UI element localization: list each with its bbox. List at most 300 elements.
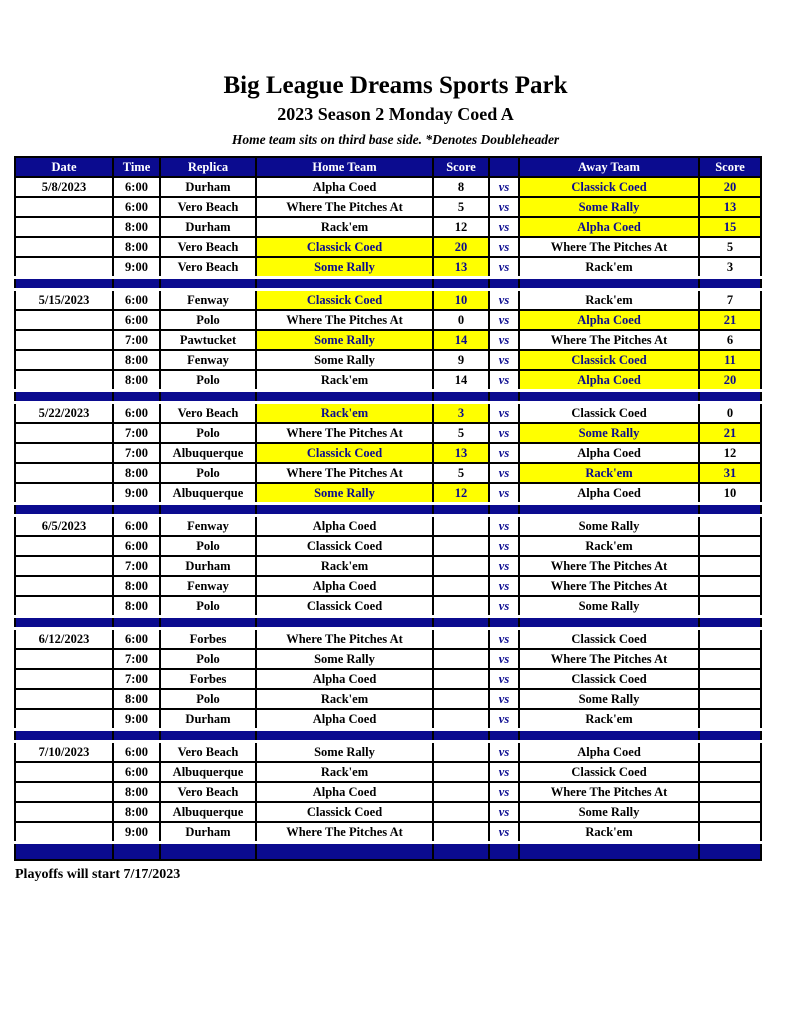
time-cell: 7:00 (113, 669, 160, 689)
home-team-cell: Alpha Coed (256, 669, 433, 689)
date-cell (15, 370, 113, 391)
home-team-cell: Where The Pitches At (256, 629, 433, 650)
date-cell (15, 762, 113, 782)
away-score-cell: 0 (699, 403, 761, 424)
game-row (15, 197, 761, 217)
time-cell: 7:00 (113, 556, 160, 576)
away-team-cell: Some Rally (519, 802, 699, 822)
away-score-cell (699, 576, 761, 596)
home-score-cell (433, 802, 489, 822)
replica-cell: Fenway (160, 516, 256, 537)
away-score-cell (699, 782, 761, 802)
away-team-cell: Where The Pitches At (519, 649, 699, 669)
game-row (15, 669, 761, 689)
away-team-cell: Alpha Coed (519, 483, 699, 504)
home-team-cell: Alpha Coed (256, 709, 433, 730)
vs-label: vs (489, 177, 519, 197)
home-score-cell (433, 629, 489, 650)
home-team-cell: Alpha Coed (256, 177, 433, 197)
away-team-cell: Where The Pitches At (519, 782, 699, 802)
game-row (15, 762, 761, 782)
divider-cell (256, 843, 433, 861)
divider-cell (489, 391, 519, 403)
replica-cell: Vero Beach (160, 403, 256, 424)
away-team-cell: Rack'em (519, 536, 699, 556)
time-cell: 6:00 (113, 516, 160, 537)
home-team-cell: Where The Pitches At (256, 310, 433, 330)
time-cell: 6:00 (113, 742, 160, 763)
home-score-cell: 10 (433, 290, 489, 311)
away-team-cell: Where The Pitches At (519, 556, 699, 576)
away-score-cell: 31 (699, 463, 761, 483)
date-cell: 5/22/2023 (15, 403, 113, 424)
divider-cell (519, 730, 699, 742)
home-score-cell: 0 (433, 310, 489, 330)
vs-label: vs (489, 742, 519, 763)
home-score-cell (433, 596, 489, 617)
home-score-cell (433, 649, 489, 669)
home-score-cell: 14 (433, 330, 489, 350)
date-cell (15, 822, 113, 843)
away-team-cell: Classick Coed (519, 403, 699, 424)
game-row (15, 516, 761, 537)
vs-label: vs (489, 463, 519, 483)
vs-label: vs (489, 217, 519, 237)
divider-cell (433, 617, 489, 629)
away-score-cell (699, 742, 761, 763)
time-cell: 6:00 (113, 290, 160, 311)
home-team-cell: Classick Coed (256, 237, 433, 257)
schedule-table (14, 156, 762, 861)
vs-label: vs (489, 669, 519, 689)
away-team-cell: Classick Coed (519, 669, 699, 689)
away-score-cell (699, 802, 761, 822)
home-team-cell: Alpha Coed (256, 576, 433, 596)
time-cell: 8:00 (113, 237, 160, 257)
page-title: Big League Dreams Sports Park (223, 72, 568, 99)
time-cell: 8:00 (113, 350, 160, 370)
away-score-cell: 5 (699, 237, 761, 257)
home-score-cell: 8 (433, 177, 489, 197)
home-team-cell: Alpha Coed (256, 782, 433, 802)
vs-label: vs (489, 576, 519, 596)
away-score-cell: 15 (699, 217, 761, 237)
divider-cell (15, 617, 113, 629)
game-row (15, 689, 761, 709)
replica-cell: Fenway (160, 350, 256, 370)
replica-cell: Vero Beach (160, 257, 256, 278)
replica-cell: Fenway (160, 290, 256, 311)
time-cell: 6:00 (113, 403, 160, 424)
divider-cell (519, 504, 699, 516)
vs-label: vs (489, 629, 519, 650)
replica-cell: Albuquerque (160, 483, 256, 504)
home-team-cell: Where The Pitches At (256, 423, 433, 443)
home-team-cell: Some Rally (256, 330, 433, 350)
home-team-cell: Rack'em (256, 370, 433, 391)
divider-cell (699, 617, 761, 629)
time-cell: 8:00 (113, 782, 160, 802)
date-cell: 6/12/2023 (15, 629, 113, 650)
replica-cell: Pawtucket (160, 330, 256, 350)
game-row (15, 443, 761, 463)
time-cell: 7:00 (113, 423, 160, 443)
divider-cell (433, 843, 489, 861)
home-team-cell: Where The Pitches At (256, 822, 433, 843)
home-score-cell: 5 (433, 423, 489, 443)
home-score-cell (433, 556, 489, 576)
replica-cell: Polo (160, 423, 256, 443)
game-row (15, 257, 761, 278)
divider-cell (160, 617, 256, 629)
date-cell (15, 536, 113, 556)
divider-cell (699, 391, 761, 403)
divider-cell (113, 843, 160, 861)
home-team-cell: Classick Coed (256, 443, 433, 463)
divider-cell (160, 504, 256, 516)
replica-cell: Vero Beach (160, 782, 256, 802)
date-cell (15, 669, 113, 689)
replica-cell: Durham (160, 709, 256, 730)
home-team-cell: Rack'em (256, 217, 433, 237)
divider-cell (699, 278, 761, 290)
block-divider (15, 504, 761, 516)
game-row (15, 576, 761, 596)
home-team-cell: Classick Coed (256, 290, 433, 311)
away-score-cell: 10 (699, 483, 761, 504)
game-row (15, 463, 761, 483)
vs-label: vs (489, 689, 519, 709)
divider-cell (433, 504, 489, 516)
home-score-cell (433, 536, 489, 556)
header-cell-away-team-6: Away Team (519, 157, 699, 177)
home-score-cell (433, 782, 489, 802)
home-score-cell: 12 (433, 483, 489, 504)
divider-cell (160, 843, 256, 861)
divider-cell (113, 617, 160, 629)
away-team-cell: Alpha Coed (519, 742, 699, 763)
game-row (15, 782, 761, 802)
game-row (15, 237, 761, 257)
replica-cell: Albuquerque (160, 802, 256, 822)
replica-cell: Vero Beach (160, 742, 256, 763)
away-score-cell: 7 (699, 290, 761, 311)
date-cell (15, 689, 113, 709)
date-cell (15, 596, 113, 617)
away-team-cell: Some Rally (519, 689, 699, 709)
vs-label: vs (489, 350, 519, 370)
divider-cell (160, 730, 256, 742)
home-team-cell: Classick Coed (256, 802, 433, 822)
replica-cell: Durham (160, 556, 256, 576)
date-cell (15, 649, 113, 669)
divider-cell (433, 278, 489, 290)
away-team-cell: Rack'em (519, 822, 699, 843)
away-score-cell (699, 689, 761, 709)
home-score-cell: 3 (433, 403, 489, 424)
divider-cell (433, 391, 489, 403)
replica-cell: Polo (160, 370, 256, 391)
date-cell (15, 197, 113, 217)
game-row (15, 350, 761, 370)
divider-cell (489, 504, 519, 516)
away-team-cell: Alpha Coed (519, 217, 699, 237)
vs-label: vs (489, 649, 519, 669)
replica-cell: Durham (160, 217, 256, 237)
home-score-cell (433, 742, 489, 763)
table-header-row (15, 157, 761, 177)
away-score-cell (699, 516, 761, 537)
home-team-note: Home team sits on third base side. *Denotes Doubleheader (231, 132, 560, 147)
date-cell (15, 576, 113, 596)
header-cell-replica-2: Replica (160, 157, 256, 177)
date-cell (15, 423, 113, 443)
divider-cell (519, 278, 699, 290)
vs-label: vs (489, 782, 519, 802)
page-subtitle: 2023 Season 2 Monday Coed A (277, 104, 514, 124)
divider-cell (160, 278, 256, 290)
time-cell: 6:00 (113, 177, 160, 197)
divider-cell (519, 617, 699, 629)
vs-label: vs (489, 536, 519, 556)
replica-cell: Vero Beach (160, 197, 256, 217)
replica-cell: Forbes (160, 669, 256, 689)
game-row (15, 403, 761, 424)
home-team-cell: Some Rally (256, 649, 433, 669)
divider-cell (256, 391, 433, 403)
divider-cell (256, 504, 433, 516)
game-row (15, 802, 761, 822)
divider-cell (699, 504, 761, 516)
time-cell: 7:00 (113, 330, 160, 350)
time-cell: 6:00 (113, 197, 160, 217)
header-cell-home-team-3: Home Team (256, 157, 433, 177)
away-team-cell: Alpha Coed (519, 443, 699, 463)
home-team-cell: Some Rally (256, 483, 433, 504)
away-team-cell: Some Rally (519, 197, 699, 217)
home-team-cell: Rack'em (256, 762, 433, 782)
vs-label: vs (489, 237, 519, 257)
replica-cell: Polo (160, 689, 256, 709)
away-score-cell (699, 596, 761, 617)
away-score-cell: 3 (699, 257, 761, 278)
away-score-cell: 13 (699, 197, 761, 217)
vs-label: vs (489, 290, 519, 311)
divider-cell (113, 391, 160, 403)
game-row (15, 290, 761, 311)
block-divider (15, 278, 761, 290)
divider-cell (15, 278, 113, 290)
block-divider (15, 730, 761, 742)
date-cell (15, 257, 113, 278)
game-row (15, 742, 761, 763)
time-cell: 9:00 (113, 483, 160, 504)
game-row (15, 217, 761, 237)
home-team-cell: Some Rally (256, 742, 433, 763)
divider-cell (699, 843, 761, 861)
replica-cell: Albuquerque (160, 762, 256, 782)
time-cell: 8:00 (113, 463, 160, 483)
date-cell (15, 443, 113, 463)
away-score-cell: 21 (699, 310, 761, 330)
replica-cell: Polo (160, 649, 256, 669)
vs-label: vs (489, 762, 519, 782)
home-team-cell: Classick Coed (256, 536, 433, 556)
replica-cell: Vero Beach (160, 237, 256, 257)
away-score-cell (699, 629, 761, 650)
away-team-cell: Where The Pitches At (519, 237, 699, 257)
vs-label: vs (489, 403, 519, 424)
away-score-cell: 21 (699, 423, 761, 443)
divider-cell (256, 278, 433, 290)
date-cell: 5/8/2023 (15, 177, 113, 197)
away-score-cell (699, 536, 761, 556)
vs-label: vs (489, 596, 519, 617)
date-cell: 6/5/2023 (15, 516, 113, 537)
home-team-cell: Alpha Coed (256, 516, 433, 537)
time-cell: 8:00 (113, 217, 160, 237)
date-cell (15, 802, 113, 822)
away-score-cell (699, 762, 761, 782)
home-score-cell (433, 822, 489, 843)
divider-cell (113, 278, 160, 290)
replica-cell: Forbes (160, 629, 256, 650)
header-cell-time-1: Time (113, 157, 160, 177)
home-team-cell: Where The Pitches At (256, 463, 433, 483)
replica-cell: Polo (160, 596, 256, 617)
vs-label: vs (489, 443, 519, 463)
header-cell-date-0: Date (15, 157, 113, 177)
header-cell-score-4: Score (433, 157, 489, 177)
time-cell: 9:00 (113, 822, 160, 843)
divider-cell (699, 730, 761, 742)
vs-label: vs (489, 483, 519, 504)
away-score-cell: 6 (699, 330, 761, 350)
home-score-cell (433, 516, 489, 537)
date-cell (15, 330, 113, 350)
divider-cell (519, 391, 699, 403)
replica-cell: Albuquerque (160, 443, 256, 463)
schedule-body (15, 177, 761, 860)
block-divider (15, 391, 761, 403)
divider-cell (15, 504, 113, 516)
away-score-cell (699, 556, 761, 576)
home-team-cell: Rack'em (256, 556, 433, 576)
divider-cell (489, 278, 519, 290)
game-row (15, 556, 761, 576)
divider-cell (489, 730, 519, 742)
home-team-cell: Rack'em (256, 689, 433, 709)
game-row (15, 423, 761, 443)
divider-cell (489, 617, 519, 629)
home-score-cell: 5 (433, 197, 489, 217)
game-row (15, 177, 761, 197)
home-team-cell: Rack'em (256, 403, 433, 424)
away-team-cell: Where The Pitches At (519, 330, 699, 350)
divider-cell (433, 730, 489, 742)
divider-cell (113, 730, 160, 742)
away-score-cell (699, 669, 761, 689)
away-team-cell: Some Rally (519, 516, 699, 537)
game-row (15, 370, 761, 391)
away-team-cell: Where The Pitches At (519, 576, 699, 596)
game-row (15, 649, 761, 669)
vs-label: vs (489, 709, 519, 730)
game-row (15, 330, 761, 350)
date-cell (15, 237, 113, 257)
game-row (15, 709, 761, 730)
away-score-cell (699, 649, 761, 669)
replica-cell: Fenway (160, 576, 256, 596)
home-score-cell (433, 576, 489, 596)
away-score-cell: 20 (699, 370, 761, 391)
game-row (15, 596, 761, 617)
time-cell: 6:00 (113, 310, 160, 330)
home-team-cell: Some Rally (256, 350, 433, 370)
time-cell: 9:00 (113, 709, 160, 730)
time-cell: 8:00 (113, 596, 160, 617)
vs-label: vs (489, 822, 519, 843)
home-team-cell: Some Rally (256, 257, 433, 278)
vs-label: vs (489, 310, 519, 330)
divider-cell (160, 391, 256, 403)
home-team-cell: Classick Coed (256, 596, 433, 617)
vs-label: vs (489, 516, 519, 537)
date-cell: 7/10/2023 (15, 742, 113, 763)
replica-cell: Durham (160, 177, 256, 197)
date-cell (15, 350, 113, 370)
date-cell (15, 310, 113, 330)
header-cell-vs (489, 157, 519, 177)
vs-label: vs (489, 802, 519, 822)
replica-cell: Polo (160, 536, 256, 556)
home-score-cell (433, 709, 489, 730)
time-cell: 9:00 (113, 257, 160, 278)
game-row (15, 629, 761, 650)
home-score-cell: 9 (433, 350, 489, 370)
home-score-cell: 20 (433, 237, 489, 257)
vs-label: vs (489, 370, 519, 391)
home-score-cell (433, 762, 489, 782)
vs-label: vs (489, 257, 519, 278)
block-divider (15, 617, 761, 629)
away-team-cell: Rack'em (519, 463, 699, 483)
away-team-cell: Some Rally (519, 423, 699, 443)
away-team-cell: Alpha Coed (519, 370, 699, 391)
vs-label: vs (489, 197, 519, 217)
away-score-cell: 20 (699, 177, 761, 197)
away-team-cell: Classick Coed (519, 762, 699, 782)
time-cell: 7:00 (113, 443, 160, 463)
away-team-cell: Rack'em (519, 290, 699, 311)
time-cell: 6:00 (113, 536, 160, 556)
game-row (15, 536, 761, 556)
divider-cell (15, 843, 113, 861)
away-team-cell: Alpha Coed (519, 310, 699, 330)
time-cell: 8:00 (113, 689, 160, 709)
home-score-cell (433, 669, 489, 689)
home-score-cell: 5 (433, 463, 489, 483)
vs-label: vs (489, 330, 519, 350)
replica-cell: Polo (160, 310, 256, 330)
home-score-cell: 13 (433, 443, 489, 463)
vs-label: vs (489, 556, 519, 576)
divider-cell (489, 843, 519, 861)
game-row (15, 822, 761, 843)
divider-cell (113, 504, 160, 516)
header-cell-score-7: Score (699, 157, 761, 177)
time-cell: 6:00 (113, 629, 160, 650)
